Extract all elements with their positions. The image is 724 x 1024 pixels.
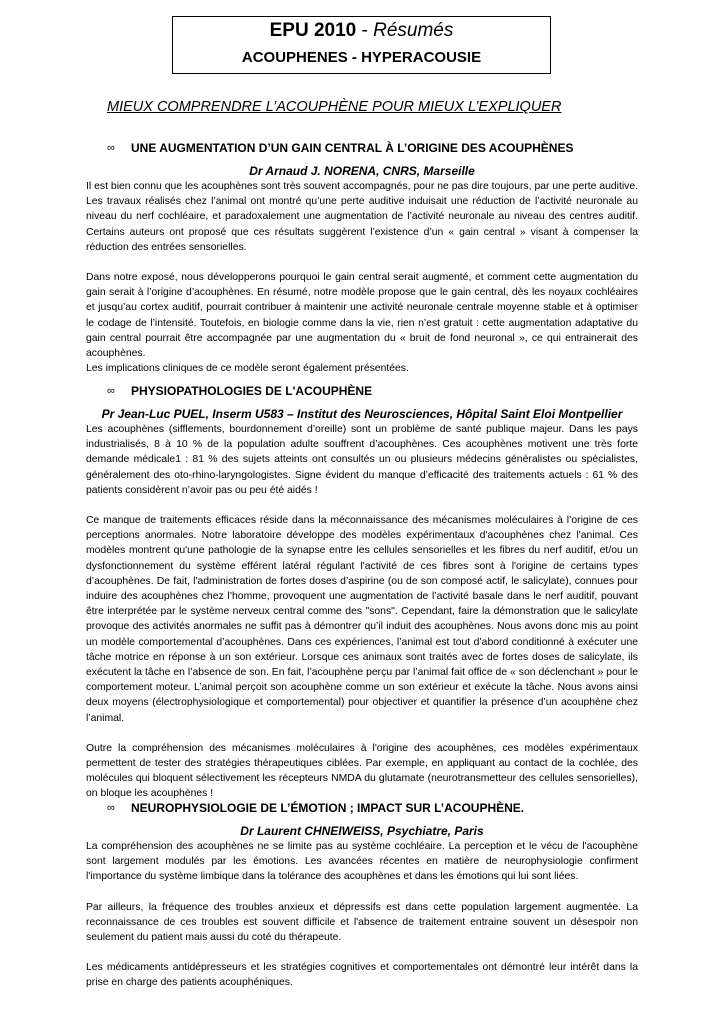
section-author: Dr Laurent CHNEIWEISS, Psychiatre, Paris	[240, 824, 484, 838]
paragraph: Dans notre exposé, nous développerons pourquoi le gain central serait augmenté, et comment cette augmentation du gain serait à l’origine d’acouphènes. En résumé, notre modèle propose que le gain central, dès les noyaux cochléaires et jusqu’au cortex auditif, pourrait contribuer à maintenir une activité neuronale centrale moyenne stable et à optimiser le codage de l’intensité. Toutefois, en biologie comme dans la vie, rien n’est gratuit : cette augmentation adaptative du gain central pourrait être accompagnée par une augmentation du « bruit de fond neuronal », ce qui entrainerait des acouphènes.	[86, 272, 638, 360]
title-separator: -	[356, 20, 374, 41]
paragraph: La compréhension des acouphènes ne se limite pas au système cochléaire. La perception et le vécu de l'acouphène sont largement modulés par les émotions. Les avancées récentes en matière de neurophysiologie confirment l'importance du système limbique dans la tolérance des acouphènes et dans les émotions qui lui sont liées.	[86, 841, 638, 883]
main-heading: MIEUX COMPRENDRE L’ACOUPHÈNE POUR MIEUX L’EXPLIQUER	[107, 99, 562, 115]
paragraph: Il est bien connu que les acouphènes sont très souvent accompagnés, pour ne pas dire toujours, par une perte auditive. Les travaux réalisés chez l’animal ont montré qu’une perte auditive induisait une réduction de l’activité neuronale au niveau du nerf cochléaire, et paradoxalement une augmentation de l’activité neuronale au niveau des centres auditif. Certains auteurs ont proposé que ces résultats suggèrent l’existence d’un « gain central » visant à compenser la réduction des entrées sensorielles.	[86, 181, 638, 253]
document-title	[173, 19, 550, 43]
section-title-text: NEUROPHYSIOLOGIE DE L’ÉMOTION ; IMPACT SUR L’ACOUPHÈNE.	[131, 801, 525, 815]
title-box	[172, 16, 551, 74]
paragraph: Ce manque de traitements efficaces réside dans la méconnaissance des mécanismes moléculaires à l’origine de ces perceptions anormales. Notre laboratoire développe des modèles expérimentaux d'acouphènes chez l'animal. Ces modèles montrent qu'une pathologie de la synapse entre les cellules sensorielles et les fibres du nerf auditif, et/ou un dysfonctionnement du système efférent latéral régulant l'activité de ces fibres sont à l'origine de certains types d’acouphènes. De fait, l'administration de fortes doses d’aspirine (ou de son composé actif, le salicylate), connues pour induire des acouphènes chez l’homme, provoquent une augmentation de l’activité basale dans le nerf auditif, pouvant être interprétée par le système nerveux central comme des "sons". Cependant, faire la démonstration que le salicylate provoque des activités anormales ne suffit pas à démontrer qu’il induit des acouphènes. Nous avons donc mis au point un modèle comportemental d’acouphènes. Dans ces expériences, l’animal est tout d’abord conditionné à exécuter une tâche motrice en réponse à un son extérieur. Lorsque ces animaux sont traités avec de fortes doses de salicylate, ils exécutent la tâche en l’absence de son. En fait, l’acouphène perçu par l’animal fait office de « son déclenchant » pour le comportement moteur. L’animal perçoit son acouphène comme un son extérieur et exécute la tâche. Nous avons ainsi deux moyens (électrophysiologique et comportemental) pour objectiver et quantifier la présence d’un acouphène chez l’animal.	[86, 515, 638, 724]
section-title	[86, 140, 638, 156]
section-author: Dr Arnaud J. NORENA, CNRS, Marseille	[249, 164, 475, 178]
infinity-bullet-icon: ∞	[107, 385, 115, 397]
paragraph: Outre la compréhension des mécanismes moléculaires à l'origine des acouphènes, ces modèles expérimentaux permettent de tester des stratégies thérapeutiques ciblées. Par exemple, en appliquant au contact de la cochlée, des molécules qui bloquent sélectivement les récepteurs NMDA du glutamate (neurotransmetteur des cellules sensorielles), on bloque les acouphènes !	[86, 742, 638, 800]
section-physiopathologies	[86, 383, 638, 802]
section-author: Pr Jean-Luc PUEL, Inserm U583 – Institut des Neurosciences, Hôpital Saint Eloi Montpellier	[101, 407, 623, 421]
paragraph: Les acouphènes (sifflements, bourdonnement d’oreille) sont un problème de santé publique majeur. Dans les pays industrialisés, 8 à 10 % de la population adulte souffrent d’acouphènes. Ces acouphènes motivent une très forte demande médicale1 : 81 % des sujets atteints ont consultés un ou plusieurs médecins généralistes ou spécialistes, généralement des oto-rhino-laryngologistes. Signe évident du manque d’efficacité des traitements actuels : 61 % des patients considèrent n’avoir pas ou peu été aidés !	[86, 424, 638, 496]
title-resumes: Résumés	[373, 20, 454, 41]
section-neurophysiologie	[86, 800, 638, 991]
section-title-text: PHYSIOPATHOLOGIES DE L'ACOUPHÈNE	[131, 384, 373, 398]
paragraph: Les implications cliniques de ce modèle seront également présentées.	[86, 363, 409, 375]
infinity-bullet-icon: ∞	[107, 142, 115, 154]
paragraph: Les médicaments antidépresseurs et les stratégies cognitives et comportementales ont démontré leur intérêt dans la prise en charge des patients acouphéniques.	[86, 962, 638, 989]
section-title-text: UNE AUGMENTATION D’UN GAIN CENTRAL À L’ORIGINE DES ACOUPHÈNES	[131, 141, 574, 155]
section-title	[86, 800, 638, 816]
section-gain-central	[86, 140, 638, 376]
title-year: EPU 2010	[269, 20, 357, 41]
infinity-bullet-icon: ∞	[107, 802, 115, 814]
paragraph: Par ailleurs, la fréquence des troubles anxieux et dépressifs est dans cette population largement augmentée. La reconnaissance de ces troubles est souvent difficile et l'absence de traitement entraine souvent un désespoir non seulement du patient mais aussi du coté du thérapeute.	[86, 901, 638, 944]
document-subtitle: ACOUPHENES - HYPERACOUSIE	[241, 49, 482, 66]
section-title	[86, 383, 638, 399]
